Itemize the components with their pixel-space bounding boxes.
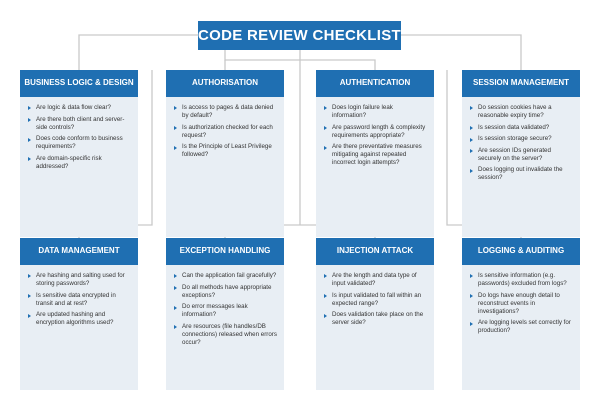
card-heading: AUTHORISATION	[166, 70, 284, 97]
card-data-management	[20, 238, 138, 390]
card-exception-handling	[166, 238, 284, 390]
checklist-item: Does login failure leak information?	[322, 104, 428, 120]
card-body	[316, 265, 434, 390]
checklist-item: Are there preventative measures mitigating against repeated incorrect login attempts?	[322, 143, 428, 167]
checklist-item: Do logs have enough detail to reconstruct events in investigations?	[468, 292, 574, 316]
card-heading: SESSION MANAGEMENT	[462, 70, 580, 97]
checklist-item: Is sensitive information (e.g. passwords) excluded from logs?	[468, 272, 574, 288]
checklist-item: Are logging levels set correctly for production?	[468, 319, 574, 335]
card-authorisation	[166, 70, 284, 237]
card-body	[166, 97, 284, 237]
checklist-item: Are password length & complexity requirements appropriate?	[322, 124, 428, 140]
checklist-item: Are hashing and salting used for storing passwords?	[26, 272, 132, 288]
checklist-item: Are there both client and server-side controls?	[26, 116, 132, 132]
checklist-item: Are logic & data flow clear?	[26, 104, 132, 112]
card-body	[462, 97, 580, 237]
card-body	[316, 97, 434, 237]
card-heading: EXCEPTION HANDLING	[166, 238, 284, 265]
checklist-item: Can the application fail gracefully?	[172, 272, 278, 280]
checklist-item: Do session cookies have a reasonable expiry time?	[468, 104, 574, 120]
card-authentication	[316, 70, 434, 237]
checklist-item: Is sensitive data encrypted in transit and at rest?	[26, 292, 132, 308]
card-body	[20, 265, 138, 390]
card-heading: LOGGING & AUDITING	[462, 238, 580, 265]
checklist-item: Is authorization checked for each request?	[172, 124, 278, 140]
checklist-item: Is the Principle of Least Privilege followed?	[172, 143, 278, 159]
card-session-management	[462, 70, 580, 237]
card-injection-attack	[316, 238, 434, 390]
card-logging-auditing	[462, 238, 580, 390]
checklist-item: Are resources (file handles/DB connections) released when errors occur?	[172, 323, 278, 347]
checklist-item: Are the length and data type of input validated?	[322, 272, 428, 288]
card-heading: AUTHENTICATION	[316, 70, 434, 97]
card-body	[20, 97, 138, 237]
checklist-item: Are domain-specific risk addressed?	[26, 155, 132, 171]
card-heading: INJECTION ATTACK	[316, 238, 434, 265]
checklist-item: Does validation take place on the server side?	[322, 311, 428, 327]
page-title: CODE REVIEW CHECKLIST	[198, 21, 401, 50]
checklist-item: Are session IDs generated securely on the server?	[468, 147, 574, 163]
card-business-logic-design	[20, 70, 138, 237]
checklist-item: Do error messages leak information?	[172, 303, 278, 319]
checklist-item: Is session storage secure?	[468, 135, 574, 143]
checklist-item: Is access to pages & data denied by default?	[172, 104, 278, 120]
card-heading: DATA MANAGEMENT	[20, 238, 138, 265]
checklist-item: Does logging out invalidate the session?	[468, 166, 574, 182]
checklist-item: Is input validated to fall within an expected range?	[322, 292, 428, 308]
card-body	[166, 265, 284, 390]
checklist-item: Does code conform to business requirements?	[26, 135, 132, 151]
checklist-item: Are updated hashing and encryption algorithms used?	[26, 311, 132, 327]
card-heading: BUSINESS LOGIC & DESIGN	[20, 70, 138, 97]
card-body	[462, 265, 580, 390]
checklist-item: Do all methods have appropriate exceptions?	[172, 284, 278, 300]
checklist-item: Is session data validated?	[468, 124, 574, 132]
